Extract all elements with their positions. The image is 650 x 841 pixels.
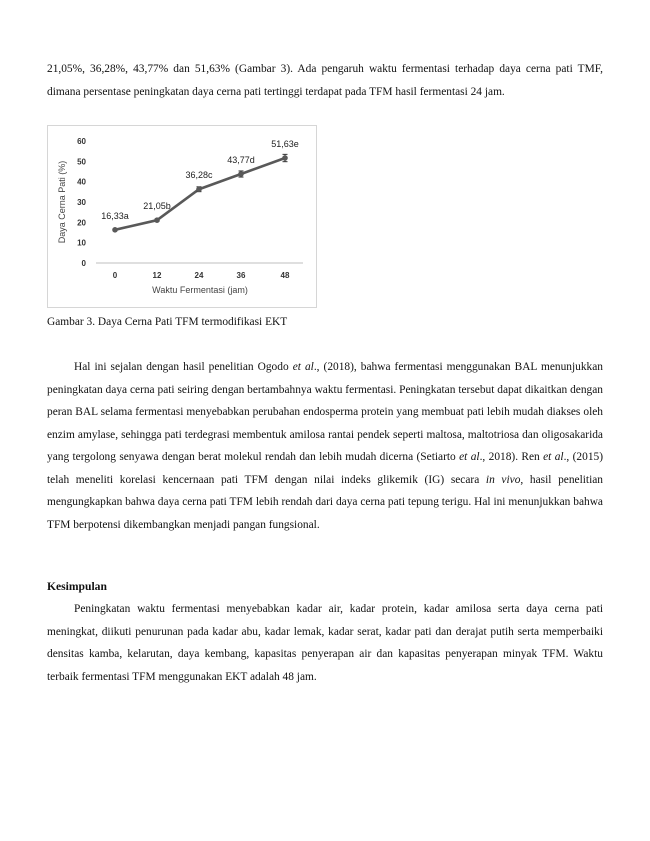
paragraph-conclusion-text: Peningkatan waktu fermentasi menyebabkan kadar air, kadar protein, kadar amilosa serta daya cerna pati meningkat, diikuti penurunan pada kadar abu, kadar lemak, kadar serat, kadar pati dan derajat putih serta memperbaiki densitas kamba, kelarutan, daya kembang, kapasitas penyerapan air dan kapasitas penyerapan minyak TFM. Waktu terbaik fermentasi TFM menggunakan EKT adalah 48 jam. — [47, 603, 603, 683]
italic-et-al: et al — [459, 451, 480, 463]
section-heading-kesimpulan: Kesimpulan — [47, 580, 107, 593]
y-tick-label: 30 — [77, 198, 86, 207]
paragraph-discussion: Hal ini sejalan dengan hasil penelitian Ogodo et al., (2018), bahwa fermentasi menggunakan BAL menunjukkan peningkatan daya cerna pati seiring dengan bertambahnya waktu fermentasi. Peningkatan tersebut dapat dikaitkan dengan peran BAL selama fermentasi menyebabkan perubahan endosperma protein yang membuat pati lebih mudah diakses oleh enzim amylase, sehingga pati terdegrasi membentuk amilosa rantai pendek seperti maltosa, maltotriosa dan oligosakarida yang tergolong senyawa dengan berat molekul rendah dan lebih mudah dicerna (Setiarto et al., 2018). Ren et al., (2015) telah meneliti korelasi kencernaan pati TFM dengan nilai indeks glikemik (IG) secara in vivo, hasil penelitian mengungkapkan bahwa daya cerna pati TFM lebih rendah dari daya cerna pati tepung terigu. Hal ini menunjukkan bahwa TFM berpotensi dikembangkan menjadi pangan fungsional. — [47, 361, 604, 531]
x-tick-label: 36 — [236, 271, 246, 280]
x-axis-title: Waktu Fermentasi (jam) — [152, 285, 248, 295]
data-point — [282, 155, 288, 161]
paragraph-intro — [47, 58, 603, 103]
italic-in-vivo: in vivo — [485, 473, 521, 486]
chart-svg — [48, 126, 318, 309]
italic-et-al: et al — [292, 361, 314, 373]
y-tick-label: 20 — [77, 218, 86, 228]
data-label: 43,77d — [227, 155, 255, 166]
data-label: 16,33a — [101, 210, 129, 221]
x-tick-label: 12 — [152, 271, 162, 280]
y-tick-label: 0 — [81, 259, 86, 268]
data-point — [112, 227, 118, 233]
figure-caption: Gambar 3. Daya Cerna Pati TFM termodifikasi EKT — [47, 316, 288, 328]
y-axis-title: Daya Cerna Pati (%) — [57, 160, 67, 244]
x-tick-label: 48 — [280, 271, 290, 280]
series-line — [115, 158, 285, 230]
x-tick-label: 0 — [112, 271, 118, 280]
data-point — [154, 217, 160, 223]
y-tick-label: 10 — [77, 238, 86, 248]
y-tick-label: 60 — [77, 137, 86, 146]
paragraph-intro-text: 21,05%, 36,28%, 43,77% dan 51,63% (Gambar 3). Ada pengaruh waktu fermentasi terhadap daya cerna pati TMF, dimana persentase peningkatan daya cerna pati tertinggi terdapat pada TFM hasil fermentasi 24 jam. — [47, 63, 603, 98]
y-tick-label: 40 — [77, 177, 86, 187]
figure-3-chart — [47, 125, 317, 308]
data-point — [238, 171, 244, 177]
data-point — [196, 186, 202, 192]
data-label: 51,63e — [271, 139, 299, 150]
data-label: 36,28c — [185, 170, 213, 181]
y-tick-label: 50 — [77, 157, 86, 167]
italic-et-al: et al — [543, 451, 564, 463]
paragraph-conclusion — [47, 598, 603, 688]
data-label: 21,05b — [143, 201, 171, 212]
x-tick-label: 24 — [194, 271, 204, 280]
